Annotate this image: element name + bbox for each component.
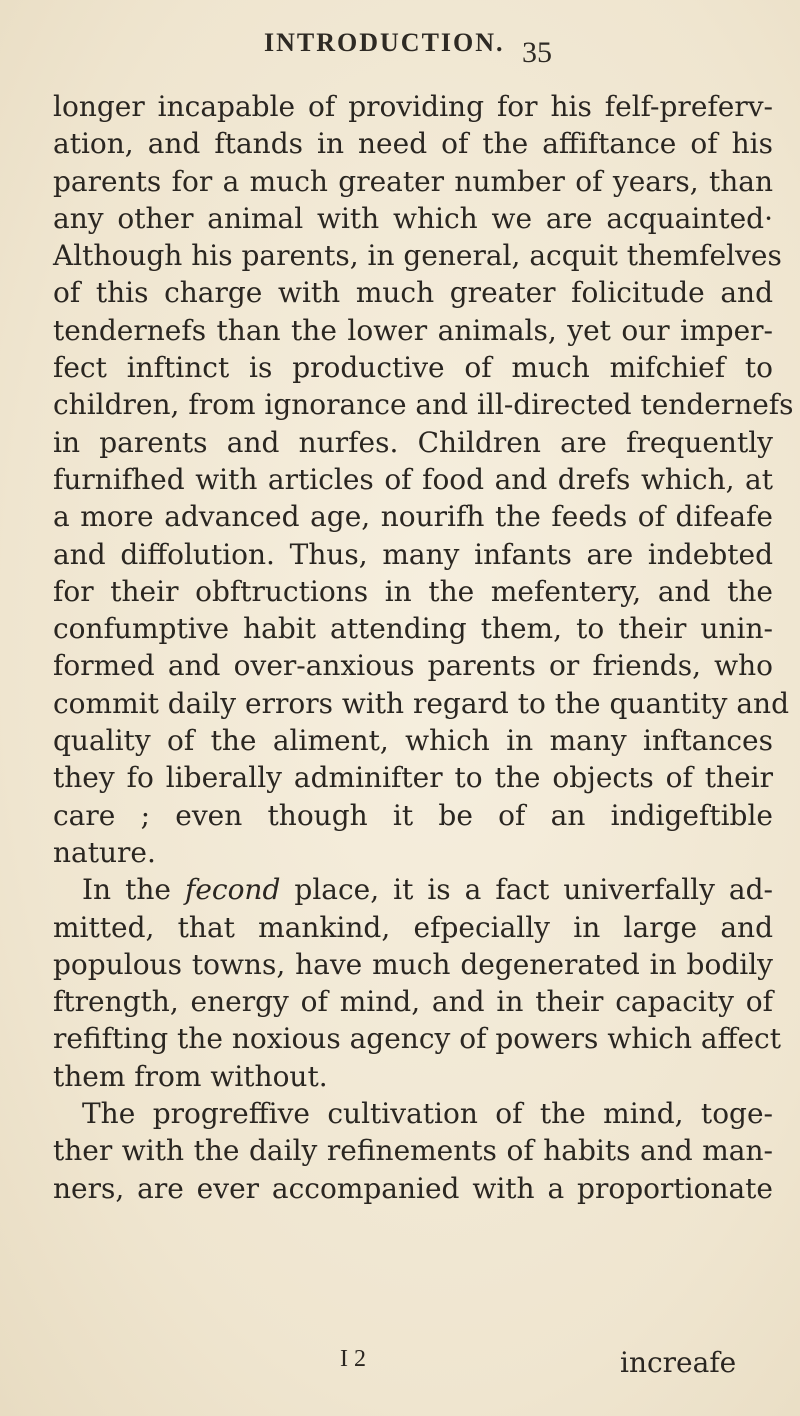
text-line: any other animal with which we are acquainted· — [53, 201, 773, 235]
running-title: INTRODUCTION. — [264, 28, 505, 57]
signature-mark: I 2 — [340, 1346, 366, 1372]
text-line: ther with the daily refinements of habits and man- — [53, 1134, 773, 1168]
text-span: place, it is a fact univerfally ad- — [280, 873, 773, 907]
text-line: them from without. — [53, 1059, 328, 1093]
text-line: formed and over-anxious parents or friends, who — [53, 649, 773, 683]
text-line: of this charge with much greater folicitude and — [53, 276, 773, 310]
text-line: for their obftructions in the mefentery, and the — [53, 574, 773, 608]
text-line: Although his parents, in general, acquit themfelves — [53, 239, 782, 273]
paragraph-first-line: The progreffive cultivation of the mind, toge- — [82, 1097, 773, 1131]
text-line: commit daily errors with regard to the quantity and — [53, 686, 790, 720]
italic-word: fecond — [184, 873, 281, 907]
catchword: increafe — [620, 1346, 737, 1379]
text-line: parents for a much greater number of years, than — [53, 164, 773, 198]
text-line: ation, and ftands in need of the affiftance of his — [53, 127, 773, 161]
text-line: quality of the aliment, which in many inftances — [53, 724, 773, 758]
running-head — [0, 22, 800, 72]
text-line: in parents and nurfes. Children are frequently — [53, 425, 773, 459]
page-number: 35 — [522, 36, 552, 69]
text-line: confumptive habit attending them, to their unin- — [53, 612, 773, 646]
text-line: nature. — [53, 835, 156, 869]
paragraph-first-line — [53, 871, 773, 908]
text-line: refifting the noxious agency of powers which affect — [53, 1022, 781, 1056]
text-line: populous towns, have much degenerated in bodily — [53, 947, 773, 981]
text-line: a more advanced age, nourifh the feeds of difeafe — [53, 500, 773, 534]
text-line: mitted, that mankind, efpecially in large and — [53, 910, 773, 944]
text-line: ftrength, energy of mind, and in their capacity of — [53, 985, 773, 1019]
text-line: they fo liberally adminifter to the objects of their — [53, 761, 773, 795]
text-line: children, from ignorance and ill-directed tendernefs — [53, 388, 794, 422]
text-line: fect inftinct is productive of much mifchief to — [53, 351, 773, 385]
body-text — [53, 88, 794, 1207]
text-line: care ; even though it be of an indigeftible — [53, 798, 773, 832]
text-line: ners, are ever accompanied with a proportionate — [53, 1171, 773, 1205]
text-span: In the — [82, 873, 185, 907]
page-footer — [0, 1346, 800, 1386]
text-line: furnifhed with articles of food and drefs which, at — [53, 462, 773, 496]
text-line: tendernefs than the lower animals, yet our imper- — [53, 313, 773, 347]
text-line: and diffolution. Thus, many infants are indebted — [53, 537, 773, 571]
text-line: longer incapable of providing for his felf-preferv- — [53, 90, 773, 123]
